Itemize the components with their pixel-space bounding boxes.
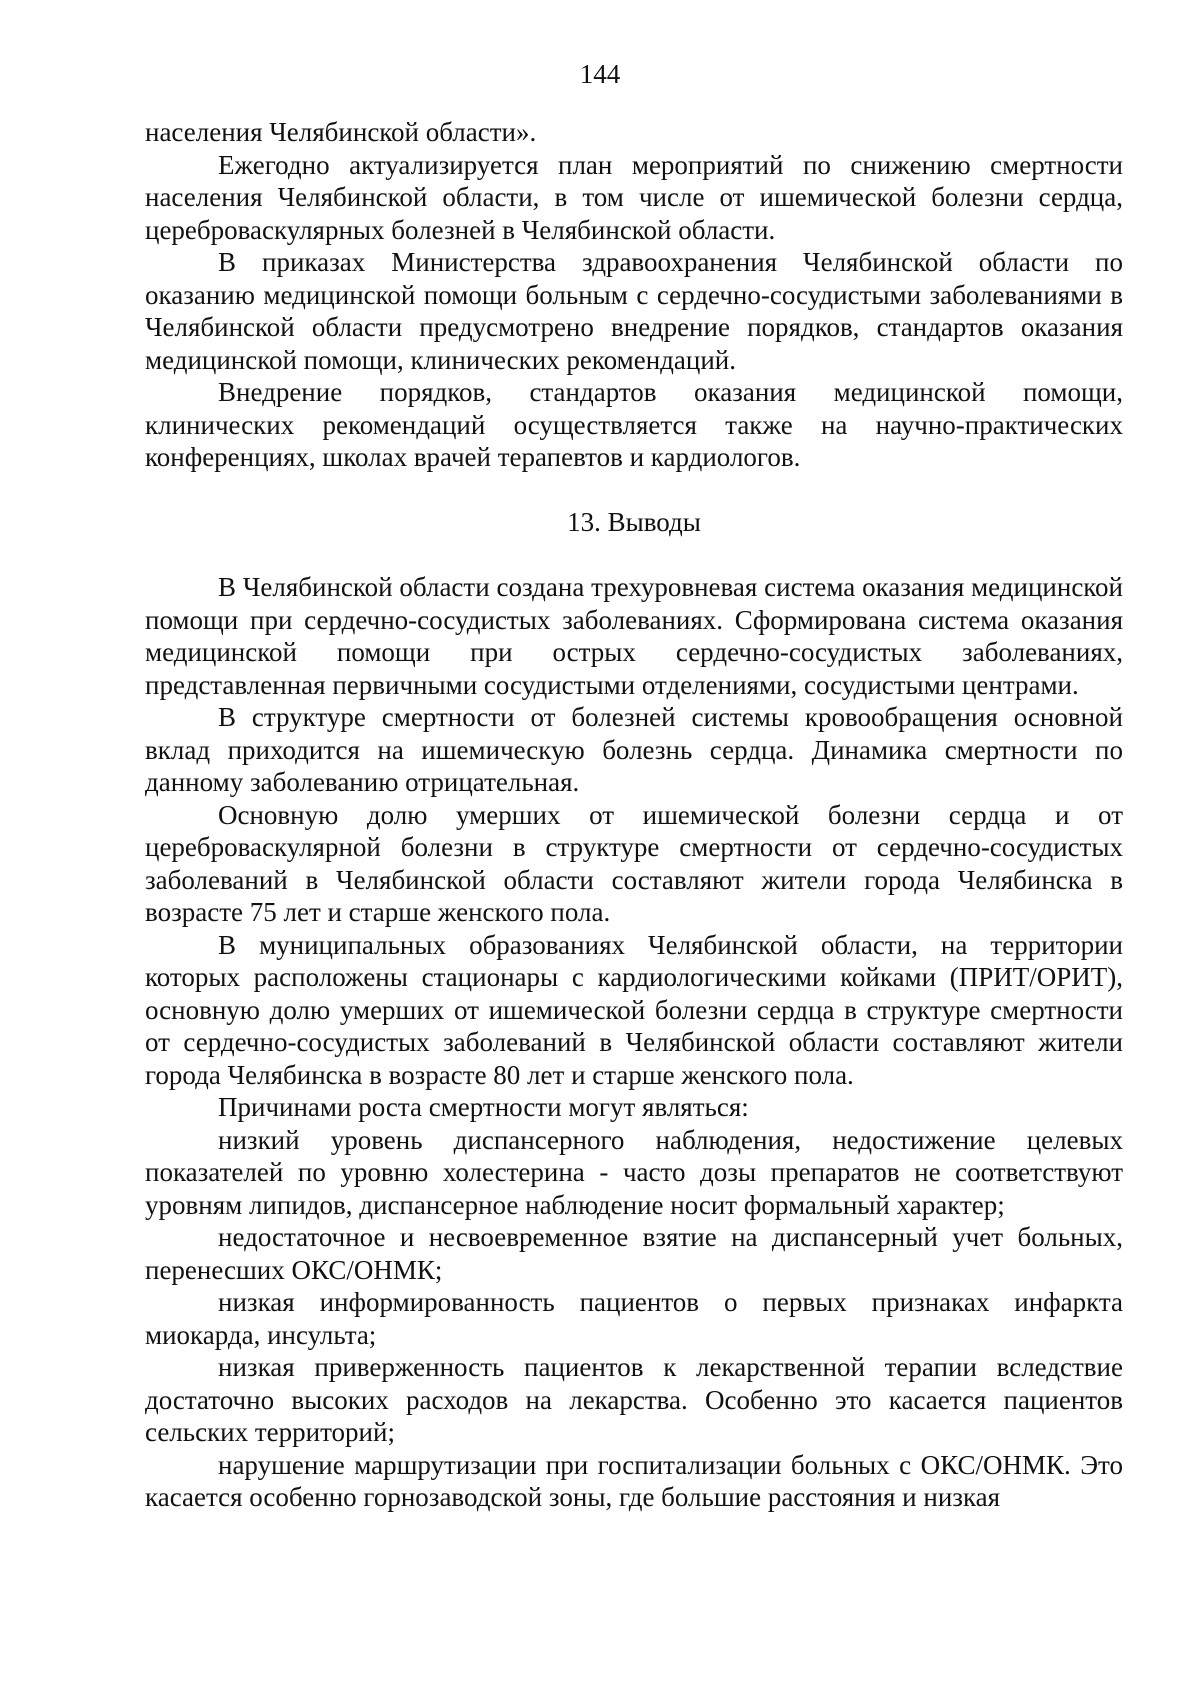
list-item: нарушение маршрутизации при госпитализации больных с ОКС/ОНМК. Это касается особенно горнозаводской зоны, где большие расстояния и низкая xyxy=(145,1449,1123,1512)
list-item: недостаточное и несвоевременное взятие на диспансерный учет больных, перенесших ОКС/ОНМК; xyxy=(145,1222,1123,1285)
document-body xyxy=(145,116,1123,1514)
paragraph: В структуре смертности от болезней системы кровообращения основной вклад приходится на ишемическую болезнь сердца. Динамика смертности по данному заболеванию отрицательная. xyxy=(145,702,1123,797)
paragraph: Причинами роста смертности могут являться: xyxy=(218,1092,749,1122)
paragraph: В муниципальных образованиях Челябинской области, на территории которых расположены стационары с кардиологическими койками (ПРИТ/ОРИТ), основную долю умерших от ишемической болезни сердца в структуре смертности от сердечно-сосудистых заболеваний в Челябинской области составляют жители города Челябинска в возрасте 80 лет и старше женского пола. xyxy=(145,929,1123,1090)
paragraph: населения Челябинской области». xyxy=(145,117,537,147)
paragraph: Основную долю умерших от ишемической болезни сердца и от цереброваскулярной болезни в структуре смертности от сердечно-сосудистых заболеваний в Челябинской области составляют жители города Челябинска в возрасте 75 лет и старше женского пола. xyxy=(145,799,1123,927)
list-item: низкая информированность пациентов о первых признаках инфаркта миокарда, инсульта; xyxy=(145,1287,1123,1350)
spacer xyxy=(145,474,1123,506)
paragraph: Внедрение порядков, стандартов оказания медицинской помощи, клинических рекомендаций осуществляется также на научно-практических конференциях, школах врачей терапевтов и кардиологов. xyxy=(145,377,1123,472)
paragraph: Ежегодно актуализируется план мероприятий по снижению смертности населения Челябинской области, в том числе от ишемической болезни сердца, цереброваскулярных болезней в Челябинской области. xyxy=(145,149,1123,245)
paragraph: В приказах Министерства здравоохранения Челябинской области по оказанию медицинской помощи больным с сердечно-сосудистыми заболеваниями в Челябинской области предусмотрено внедрение порядков, стандартов оказания медицинской помощи, клинических рекомендаций. xyxy=(145,247,1123,375)
section-heading: 13. Выводы xyxy=(567,506,701,537)
list-item: низкий уровень диспансерного наблюдения, недостижение целевых показателей по уровню холестерина - часто дозы препаратов не соответствуют уровням липидов, диспансерное наблюдение носит формальный характер; xyxy=(145,1124,1123,1220)
paragraph: В Челябинской области создана трехуровневая система оказания медицинской помощи при сердечно-сосудистых заболеваниях. Сформирована система оказания медицинской помощи при острых сердечно-сосудистых заболеваниях, представленная первичными сосудистыми отделениями, сосудистыми центрами. xyxy=(145,572,1123,700)
page-number: 144 xyxy=(579,59,621,89)
spacer xyxy=(145,538,1123,571)
list-item: низкая приверженность пациентов к лекарственной терапии вследствие достаточно высоких расходов на лекарства. Особенно это касается пациентов сельских территорий; xyxy=(145,1352,1123,1447)
